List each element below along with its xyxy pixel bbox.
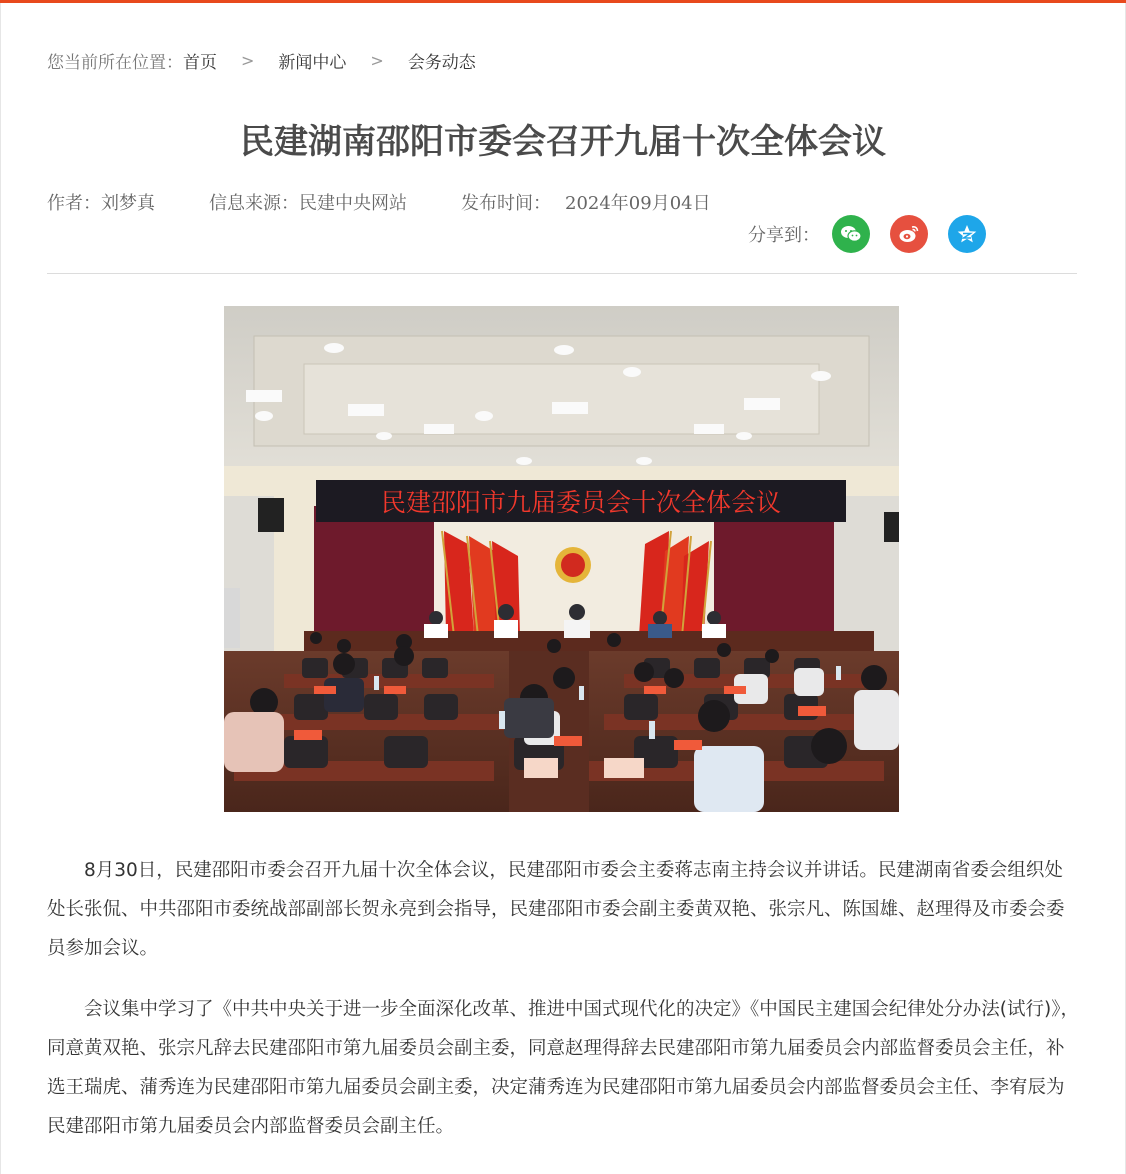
article-paragraph: 8月30日，民建邵阳市委会召开九届十次全体会议，民建邵阳市委会主委蒋志南主持会议并讲话。民建湖南省委会组织处处长张侃、中共邵阳市委统战部副部长贺永亮到会指导，民建邵阳市委会副主委黄双艳、张宗凡、陈国雄、赵理得及市委会委员参加会议。 [47,860,1065,959]
article-date-label: 发布时间： [461,193,551,214]
breadcrumb [47,48,476,72]
banner-text: 民建邵阳市九届委员会十次全体会议 [380,488,782,517]
qzone-icon [956,223,978,245]
header-divider [47,273,1077,274]
top-accent-bar [0,0,1126,3]
article-photo [224,306,899,812]
breadcrumb-home-link[interactable]: 首页 [183,52,217,73]
breadcrumb-prefix: 您当前所在位置： [47,52,183,73]
breadcrumb-news-center-link[interactable]: 新闻中心 [278,52,347,73]
article-meta [47,189,711,215]
article-author: 作者：刘梦真 [47,193,155,214]
left-frame-line [0,3,1,1174]
article-source: 信息来源：民建中央网站 [209,193,407,214]
article-title: 民建湖南邵阳市委会召开九届十次全体会议 [240,122,886,162]
share-qzone-button[interactable] [948,215,986,253]
article-date: 2024年09月04日 [565,193,711,214]
breadcrumb-separator-icon: > [370,50,384,70]
article-paragraph: 会议集中学习了《中共中央关于进一步全面深化改革、推进中国式现代化的决定》《中国民主建国会纪律处分办法(试行)》，同意黄双艳、张宗凡辞去民建邵阳市第九届委员会副主委，同意赵理得辞去民建邵阳市第九届委员会内部监督委员会主任，补选王瑞虎、蒲秀连为民建邵阳市第九届委员会副主委，决定蒲秀连为民建邵阳市第九届委员会内部监督委员会主任、李宥辰为民建邵阳市第九届委员会内部监督委员会副主任。 [47,999,1079,1137]
wechat-icon [840,224,862,244]
share-bar [748,214,986,254]
breadcrumb-meeting-news-link[interactable]: 会务动态 [407,52,476,73]
share-label: 分享到： [748,225,820,246]
weibo-icon [898,224,920,244]
meeting-photo-illustration [224,306,899,812]
breadcrumb-separator-icon: > [241,50,255,70]
share-wechat-button[interactable] [832,215,870,253]
share-weibo-button[interactable] [890,215,928,253]
